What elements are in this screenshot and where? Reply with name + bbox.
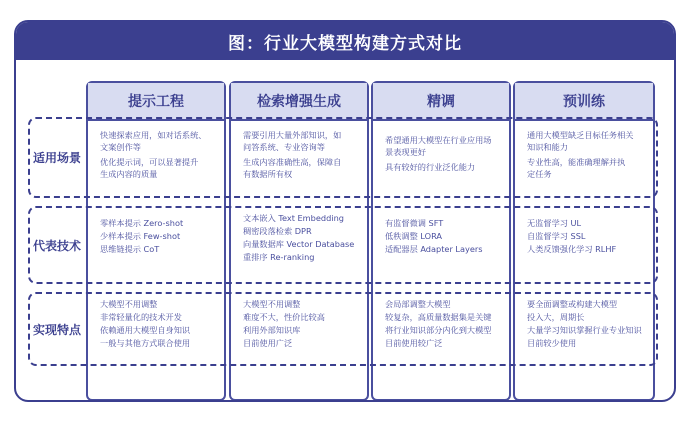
cell-line: 需要引用大量外部知识，如 问答系统、专业咨询等 — [243, 130, 342, 152]
cell-line: 大量学习知识掌握行业专业知识 — [527, 325, 642, 336]
cell-features-finetune — [385, 299, 511, 351]
cell-line: 优化提示词，可以显著提升 生成内容的质量 — [100, 157, 199, 179]
cell-techniques-rag — [243, 213, 369, 265]
cell-line: 少样本提示 Few-shot — [100, 231, 181, 242]
cell-line: 目前较少使用 — [527, 338, 577, 349]
cell-features-prompt — [100, 299, 226, 351]
cell-line: 非常轻量化的技术开发 — [100, 312, 182, 323]
column-header: 精调 — [373, 83, 509, 121]
cell-scenarios-pretrain — [527, 130, 653, 184]
cell-features-pretrain — [527, 299, 653, 351]
cell-line: 要全面调整或构建大模型 — [527, 299, 618, 309]
cell-line: 希望通用大模型在行业应用场 景表现更好 — [385, 135, 492, 157]
cell-line: 大模型不用调整 — [100, 299, 158, 309]
cell-scenarios-finetune — [385, 135, 511, 178]
diagram-title: 图：行业大模型构建方式对比 — [16, 22, 674, 60]
cell-line: 专业性高，能准确理解并执 定任务 — [527, 157, 626, 179]
cell-line: 较复杂，高质量数据集是关键 — [385, 312, 492, 323]
cell-line: 一般与其他方式联合使用 — [100, 338, 191, 349]
cell-line: 会局部调整大模型 — [385, 299, 451, 309]
cell-techniques-pretrain — [527, 218, 653, 257]
row-label-scenarios: 适用场景 — [32, 151, 81, 165]
cell-line: 难度不大，性价比较高 — [243, 312, 325, 323]
row-label-features: 实现特点 — [32, 322, 81, 337]
cell-features-rag — [243, 299, 369, 351]
cell-line: 投入大，周期长 — [527, 312, 585, 323]
column-header: 预训练 — [515, 83, 653, 121]
cell-line: 目前使用较广泛 — [385, 338, 443, 349]
cell-line: 文本嵌入 Text Embedding — [243, 213, 344, 223]
cell-line: 通用大模型缺乏目标任务相关 知识和能力 — [527, 130, 634, 152]
column-header: 检索增强生成 — [231, 83, 367, 121]
cell-line: 有监督微调 SFT — [385, 218, 444, 228]
cell-line: 自监督学习 SSL — [527, 231, 586, 242]
cell-line: 低秩调整 LORA — [385, 231, 443, 242]
cell-line: 生成内容准确性高，保障自 有数据所有权 — [243, 157, 342, 179]
cell-line: 目前使用广泛 — [243, 338, 293, 349]
cell-line: 人类反馈强化学习 RLHF — [527, 244, 617, 255]
cell-line: 向量数据库 Vector Database — [243, 239, 355, 250]
column-header: 提示工程 — [88, 83, 224, 121]
cell-line: 大模型不用调整 — [243, 299, 301, 309]
cell-line: 适配器层 Adapter Layers — [385, 244, 483, 255]
cell-line: 利用外部知识库 — [243, 325, 301, 336]
cell-line: 思维链提示 CoT — [100, 244, 160, 255]
cell-scenarios-prompt — [100, 130, 226, 184]
cell-line: 无监督学习 UL — [527, 218, 582, 228]
cell-techniques-finetune — [385, 218, 511, 257]
cell-line: 快速探索应用，如对话系统、 文案创作等 — [100, 130, 207, 152]
cell-line: 零样本提示 Zero-shot — [100, 218, 184, 228]
cell-line: 依赖通用大模型自身知识 — [100, 325, 191, 336]
cell-line: 具有较好的行业泛化能力 — [385, 162, 476, 173]
cell-techniques-prompt — [100, 218, 226, 257]
cell-line: 稠密段落检索 DPR — [243, 226, 312, 237]
cell-scenarios-rag — [243, 130, 369, 184]
cell-line: 重排序 Re-ranking — [243, 252, 315, 263]
row-label-techniques: 代表技术 — [32, 238, 81, 253]
cell-line: 将行业知识部分内化到大模型 — [385, 325, 492, 336]
